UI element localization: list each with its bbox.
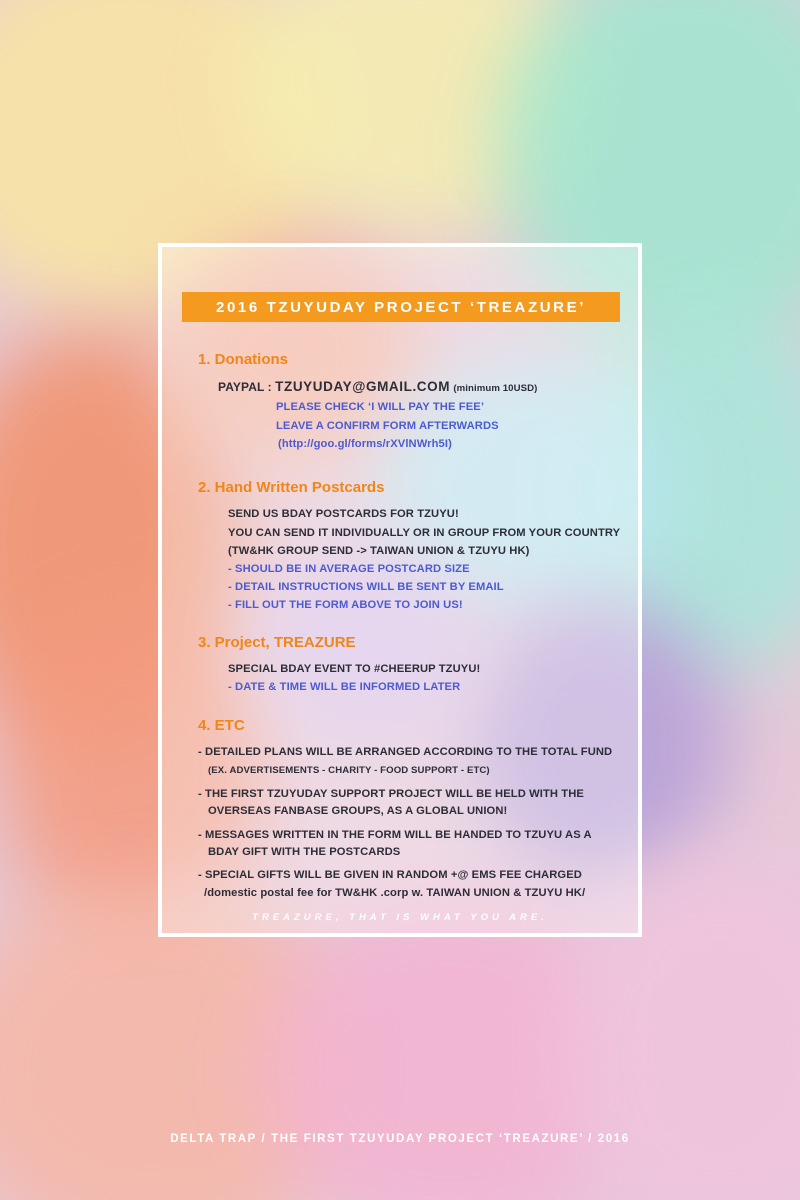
- paypal-label: PAYPAL :: [218, 380, 276, 394]
- form-link[interactable]: (http://goo.gl/forms/rXVlNWrh5I): [278, 438, 452, 450]
- treazure-line: SPECIAL BDAY EVENT TO #CHEERUP TZUYU!: [228, 663, 481, 675]
- paypal-minimum-note: (minimum 10USD): [453, 383, 538, 394]
- etc-line: - SPECIAL GIFTS WILL BE GIVEN IN RANDOM +@ EMS FEE CHARGED: [198, 869, 582, 881]
- postcard-line: SEND US BDAY POSTCARDS FOR TZUYU!: [228, 508, 459, 520]
- etc-line: OVERSEAS FANBASE GROUPS, AS A GLOBAL UNION!: [208, 805, 508, 817]
- etc-line: - DETAILED PLANS WILL BE ARRANGED ACCORDING TO THE TOTAL FUND: [198, 746, 613, 758]
- etc-line: (EX. ADVERTISEMENTS - CHARITY - FOOD SUPPORT - ETC): [208, 765, 490, 776]
- treazure-note: - DATE & TIME WILL BE INFORMED LATER: [228, 681, 461, 693]
- postcard-note: - DETAIL INSTRUCTIONS WILL BE SENT BY EMAIL: [228, 581, 504, 593]
- donation-instruction: PLEASE CHECK ‘I WILL PAY THE FEE’: [276, 401, 485, 413]
- postcard-line: YOU CAN SEND IT INDIVIDUALLY OR IN GROUP FROM YOUR COUNTRY: [228, 527, 621, 539]
- paypal-line: [218, 379, 537, 394]
- section-heading-treazure: 3. Project, TREAZURE: [198, 634, 356, 651]
- etc-line: /domestic postal fee for TW&HK .corp w. TAIWAN UNION & TZUYU HK/: [204, 887, 586, 899]
- postcard-note: - FILL OUT THE FORM ABOVE TO JOIN US!: [228, 599, 463, 611]
- etc-line: BDAY GIFT WITH THE POSTCARDS: [208, 846, 401, 858]
- project-card: [158, 243, 642, 937]
- section-heading-postcards: 2. Hand Written Postcards: [198, 479, 385, 496]
- paypal-email: TZUYUDAY@GMAIL.COM: [275, 379, 451, 394]
- etc-line: - THE FIRST TZUYUDAY SUPPORT PROJECT WILL BE HELD WITH THE: [198, 788, 584, 800]
- postcard-line: (TW&HK GROUP SEND -> TAIWAN UNION & TZUYU HK): [228, 545, 530, 557]
- project-title: 2016 TZUYUDAY PROJECT: [216, 298, 470, 316]
- donation-instruction: LEAVE A CONFIRM FORM AFTERWARDS: [276, 420, 499, 432]
- etc-line: - MESSAGES WRITTEN IN THE FORM WILL BE HANDED TO TZUYU AS A: [198, 829, 592, 841]
- project-title-banner: [182, 292, 620, 322]
- postcard-note: - SHOULD BE IN AVERAGE POSTCARD SIZE: [228, 563, 470, 575]
- section-heading-donations: 1. Donations: [198, 351, 289, 368]
- card-tagline: TREAZURE, THAT IS WHAT YOU ARE.: [252, 912, 548, 923]
- poster-credit: DELTA TRAP / THE FIRST TZUYUDAY PROJECT ‘TREAZURE’ / 2016: [170, 1133, 630, 1145]
- project-title-quoted: ‘TREAZURE’: [469, 298, 586, 316]
- section-heading-etc: 4. ETC: [198, 717, 245, 734]
